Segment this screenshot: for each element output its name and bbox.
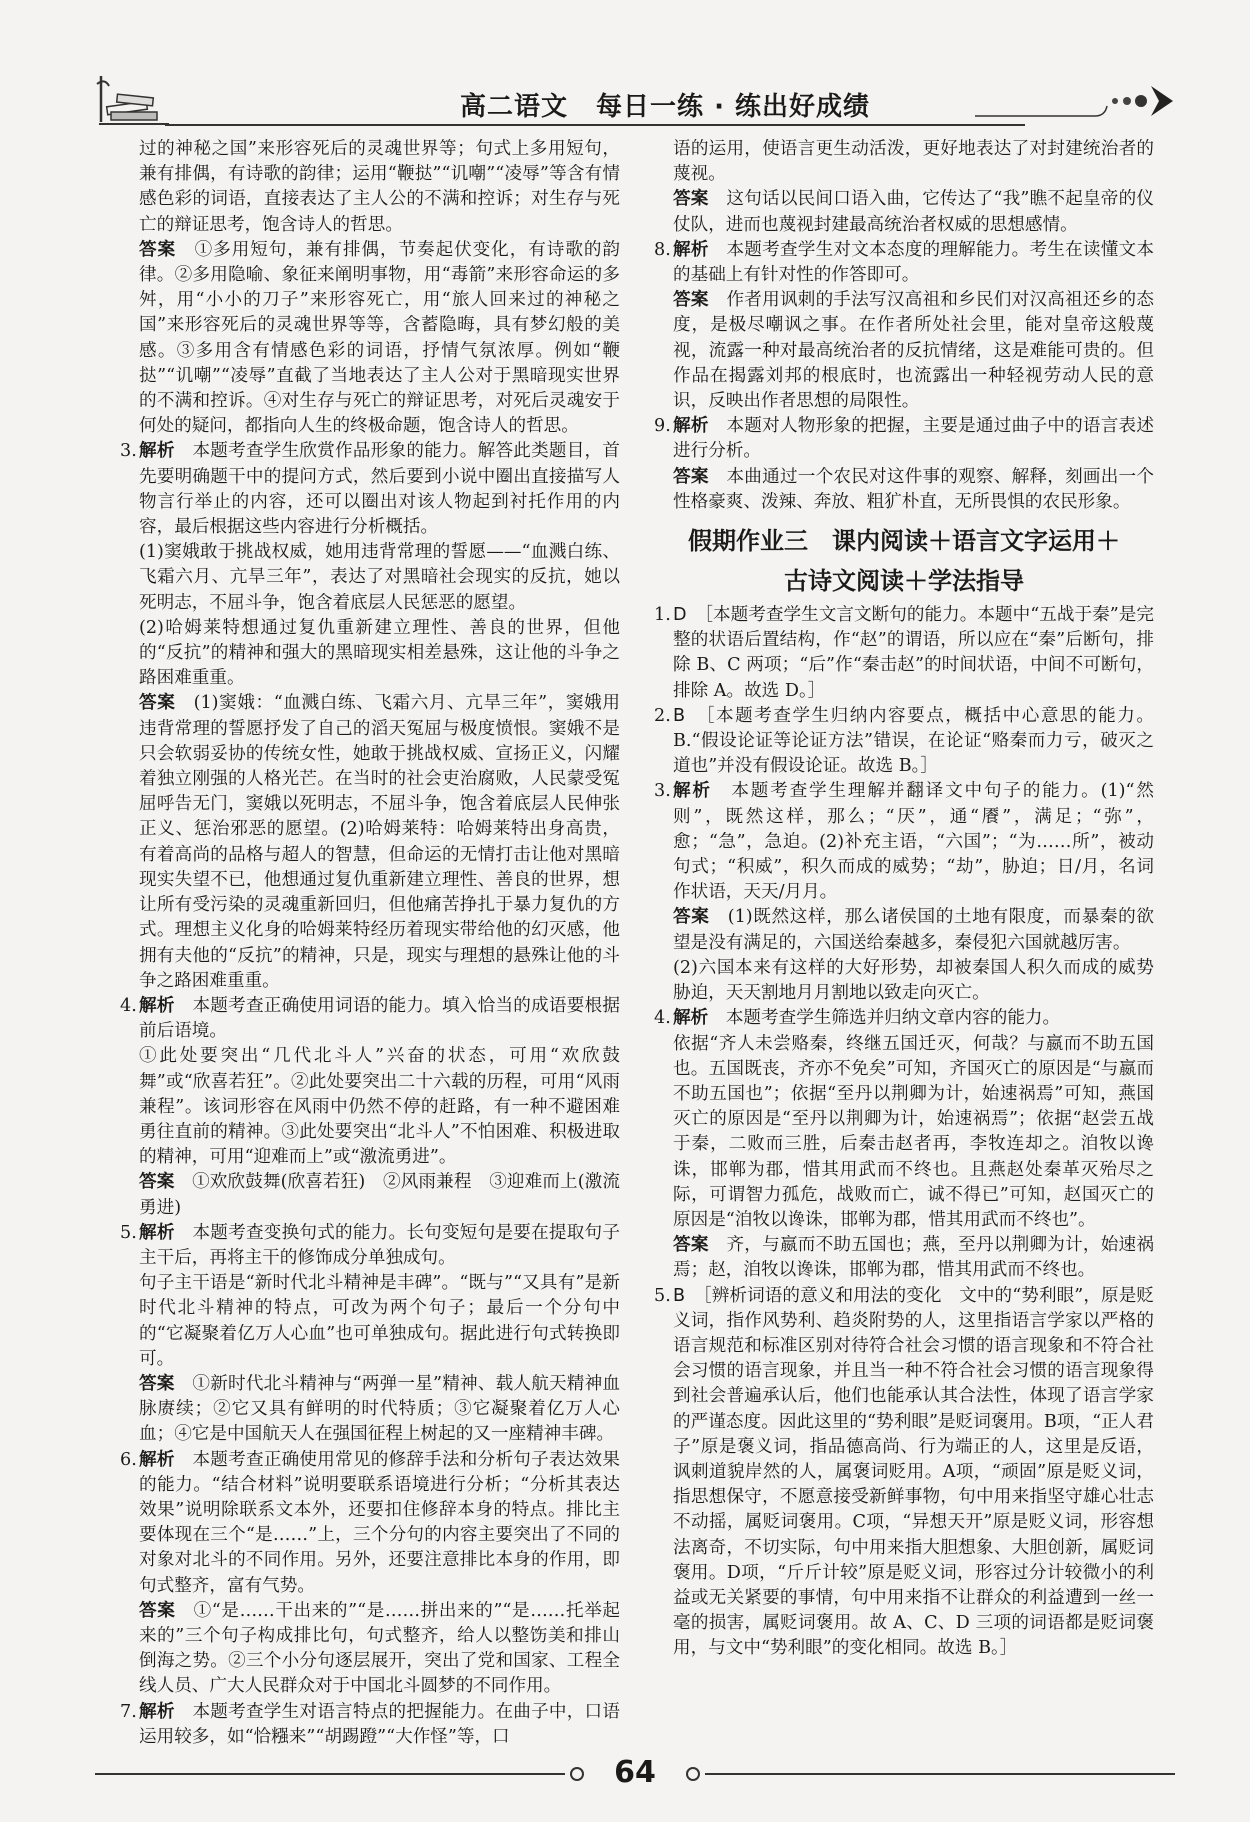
footer-dot-icon bbox=[683, 1766, 703, 1782]
page-number: 64 bbox=[614, 1755, 656, 1790]
page-header bbox=[95, 70, 1175, 132]
question-number: 8. bbox=[654, 239, 671, 260]
question-6 bbox=[120, 1448, 620, 1599]
analysis-label: 解析 bbox=[139, 1222, 175, 1243]
answer-label: 答案 bbox=[673, 189, 709, 210]
question-number: 7. bbox=[120, 1701, 137, 1722]
answer-block bbox=[654, 1233, 1154, 1283]
question-5 bbox=[120, 1221, 620, 1271]
explanation-text: ［本题考查学生文言文断句的能力。本题中“五战于秦”是完整的状语后置结构，作“赵”的谓语，所以应在“秦”后断句，排除 B、C 两项；“后”作“秦击赵”的时间状语，中间不可断句，排除 A。故选 D。］ bbox=[673, 605, 1154, 701]
analysis-text: 本题考查学生欣赏作品形象的能力。解答此类题目，首先要明确题干中的提问方式，然后要到小说中圈出直接描写人物言行举止的内容，还可以圈出对该人物起到衬托作用的内容，最后根据这些内容进行分析概括。 bbox=[139, 441, 620, 538]
analysis-label: 解析 bbox=[139, 441, 175, 462]
answer-3 bbox=[654, 779, 1154, 905]
question-number: 9. bbox=[654, 416, 671, 437]
analysis-point: ①此处要突出“几代北斗人”兴奋的状态，可用“欢欣鼓舞”或“欣喜若狂”。②此处要突出二十六载的历程，可用“风雨兼程”。该词形容在风雨中仍然不停的赶路，有一种不避困难勇往直前的精神。③此处要突出“北斗人”不怕困难、积极进取的精神，可用“迎难而上”或“激流勇进”。 bbox=[139, 1046, 620, 1168]
analysis-text: 本题对人物形象的把握，主要是通过曲子中的语言表述进行分析。 bbox=[673, 416, 1154, 462]
question-number: 4. bbox=[120, 995, 137, 1016]
answer-label: 答案 bbox=[673, 907, 710, 928]
answer-text: (1)窦娥：“血溅白练、飞霜六月、亢旱三年”，窦娥用违背常理的誓愿抒发了自己的滔天冤屈与极度愤恨。窦娥不是只会软弱妥协的传统女性，她敢于挑战权威、宣扬正义，闪耀着独立刚强的人格光芒。在当时的社会吏治腐败，人民蒙受冤屈呼告无门，窦娥以死明志，不屈斗争，饱含着底层人民伸张正义、惩治邪恶的愿望。(2)哈姆莱特：哈姆莱特出身高贵，有着高尚的品格与超人的智慧，但命运的无情打击让他对黑暗现实失望不已，他想通过复仇重新建立理性、善良的世界，想让所有受污染的灵魂重新回归，但他痛苦挣扎于暴力复仇的方式。理想主义化身的哈姆莱特经历着现实带给他的幻灭感，他拥有夫他的“反抗”的精神，只是，现实与理想的悬殊让他的斗争之路困难重重。 bbox=[139, 693, 620, 991]
footer-rule-right bbox=[705, 1773, 1175, 1775]
analysis-text: 本题考查学生理解并翻译文中句子的能力。(1)“然则”，既然这样，那么；“厌”，通“餍”，满足；“弥”，愈；“急”，急迫。(2)补充主语，“六国”；“为……所”，被动句式；“积威”，积久而成的威势；“劫”，胁迫；日/月，名词作状语，天天/月月。 bbox=[673, 781, 1154, 903]
answer-text: ①欢欣鼓舞(欣喜若狂) ②风雨兼程 ③迎难而上(激流勇进) bbox=[139, 1172, 620, 1218]
analysis-text: 本题考查学生筛选并归纳文章内容的能力。 bbox=[725, 1008, 1061, 1029]
analysis-point: (1)窦娥敢于挑战权威，她用违背常理的誓愿——“血溅白练、飞霜六月、亢旱三年”，表达了对黑暗社会现实的反抗，她以死明志，不屈斗争，饱含着底层人民惩恶的愿望。 bbox=[139, 542, 620, 613]
answer-text-2: (2)六国本来有这样的大好形势，却被秦国人积久而成的威势胁迫，天天割地月月割地以致走向灭亡。 bbox=[673, 957, 1154, 1004]
answer-block bbox=[120, 1372, 620, 1448]
header-subject: 高二语文 bbox=[460, 92, 569, 122]
answer-label: 答案 bbox=[673, 466, 709, 487]
analysis-point: 句子主干语是“新时代北斗精神是丰碑”。“既与”“又具有”是新时代北斗精神的特点，可改为两个句子；最后一个分句中的“它凝聚着亿万人心血”也可单独成句。据此进行句式转换即可。 bbox=[139, 1273, 620, 1369]
answer-label: 答案 bbox=[139, 1172, 175, 1193]
analysis-text: 本题考查正确使用词语的能力。填入恰当的成语要根据前后语境。 bbox=[139, 995, 620, 1042]
analysis-point: (2)哈姆莱特想通过复仇重新建立理性、善良的世界，但他的“反抗”的精神和强大的黑暗现实相差悬殊，这让他的斗争之路困难重重。 bbox=[139, 617, 620, 689]
question-8 bbox=[654, 238, 1154, 288]
header-slogan: 每日一练 · 练出好成绩 bbox=[596, 92, 870, 122]
question-number: 3. bbox=[654, 781, 671, 802]
answer-block bbox=[120, 238, 620, 440]
header-rule bbox=[165, 124, 1025, 126]
footer-rule-left bbox=[95, 1773, 565, 1775]
question-number: 5. bbox=[654, 1285, 671, 1306]
arrow-dots-icon bbox=[975, 84, 1175, 118]
analysis-text: 本题考查学生对文本态度的理解能力。考生在读懂文本的基础上有针对性的作答即可。 bbox=[673, 239, 1154, 286]
answer-5 bbox=[654, 1284, 1154, 1662]
continued-text: 语的运用，使语言更生动活泼，更好地表达了对封建统治者的蔑视。 bbox=[673, 139, 1154, 185]
analysis-point: 依据“齐人未尝赂秦，终继五国迁灭，何哉？与嬴而不助五国也。五国既丧，齐亦不免矣”可知，齐国灭亡的原因是“与嬴而不助五国也”；依据“至丹以荆卿为计，始速祸焉”可知，燕国灭亡的原因是“至丹以荆卿为计，始速祸焉”；依据“赵尝五战于秦，二败而三胜，后秦击赵者再，李牧连却之。洎牧以谗诛，邯郸为郡，惜其用武而不终也。且燕赵处秦革灭殆尽之际，可谓智力孤危，战败而亡，诚不得已”可知，赵国灭亡的原因是“洎牧以谗诛，邯郸为郡，惜其用武而不终也”。 bbox=[673, 1033, 1154, 1230]
explanation-text: ［辨析词语的意义和用法的变化 文中的“势利眼”，原是贬义词，指作风势利、趋炎附势的人，这里指语言学家以严格的语言规范和标准区别对待符合社会习惯的语言现象和不符合社会习惯的语言现象，并且当一种不符合社会习惯的语言现象得到社会普遍承认后，他们也能承认其合法性，体现了语言学家的严谨态度。因此这里的“势利眼”是贬词褒用。B项，“正人君子”原是褒义词，指品德高尚、行为端正的人，这里是反语，讽刺道貌岸然的人，属褒词贬用。A项，“顽固”原是贬义词，指思想保守，不愿意接受新鲜事物，句中用来指坚守雄心壮志不动摇，属贬词褒用。C项，“异想天开”原是贬义词，形容想法离奇，不切实际，句中用来指大胆想象、大胆创新，属贬词褒用。D项，“斤斤计较”原是贬义词，形容过分计较微小的利益或无关紧要的事情，句中用来指不让群众的利益遭到一丝一毫的损害，属贬词褒用。故 A、C、D 三项的词语都是贬词褒用，与文中“势利眼”的变化相同。故选 B。］ bbox=[673, 1285, 1154, 1659]
answer-text: ①“是……干出来的”“是……拼出来的”“是……托举起来的”三个句子构成排比句，句式整齐，给人以整饬美和排山倒海之势。②三个小分句逐层展开，突出了党和国家、工程全线人员、广大人民群众对于中国北斗圆梦的不同作用。 bbox=[139, 1600, 620, 1697]
left-column bbox=[120, 137, 620, 1750]
analysis-label: 解析 bbox=[673, 416, 709, 437]
analysis-text: 本题考查变换句式的能力。长句变短句是要在提取句子主干后，再将主干的修饰成分单独成句。 bbox=[139, 1222, 620, 1268]
answer-label: 答案 bbox=[139, 239, 177, 260]
answer-block bbox=[120, 1599, 620, 1700]
answer-1 bbox=[654, 603, 1154, 704]
footer-dot-icon bbox=[567, 1766, 587, 1782]
analysis-label: 解析 bbox=[139, 1701, 175, 1722]
analysis-label: 解析 bbox=[673, 1008, 709, 1029]
answer-block bbox=[654, 465, 1154, 515]
right-column bbox=[654, 137, 1154, 1662]
books-icon bbox=[95, 74, 173, 126]
answer-block bbox=[654, 187, 1154, 237]
question-7 bbox=[120, 1700, 620, 1750]
choice-letter: D bbox=[673, 605, 687, 626]
question-3 bbox=[120, 439, 620, 540]
question-number: 3. bbox=[120, 441, 137, 462]
question-number: 6. bbox=[120, 1449, 137, 1470]
page-footer bbox=[95, 1753, 1175, 1793]
question-number: 2. bbox=[654, 705, 671, 726]
analysis-label: 解析 bbox=[139, 1449, 175, 1470]
answer-block bbox=[654, 288, 1154, 414]
answer-label: 答案 bbox=[139, 1600, 176, 1621]
answer-text: ①新时代北斗精神与“两弹一星”精神、载人航天精神血脉赓续；②它又具有鲜明的时代特质；③它凝聚着亿万人心血；④它是中国航天人在强国征程上树起的又一座精神丰碑。 bbox=[139, 1373, 620, 1445]
question-number: 1. bbox=[654, 605, 671, 626]
answer-text: 齐，与嬴而不助五国也；燕，至丹以荆卿为计，始速祸焉；赵，洎牧以谗诛，邯郸为郡，惜其用武而不终也。 bbox=[673, 1235, 1154, 1281]
question-4 bbox=[120, 994, 620, 1044]
analysis-label: 解析 bbox=[673, 239, 709, 260]
section-title bbox=[654, 521, 1154, 601]
answer-text: ①多用短句，兼有排偶，节奏起伏变化，有诗歌的韵律。②多用隐喻、象征来阐明事物，用“毒箭”来形容命运的多舛，用“小小的刀子”来形容死亡，用“旅人回来过的神秘之国”来形容死后的灵魂世界等等，含蓄隐晦，具有梦幻般的美感。③多用含有情感色彩的词语，抒情气氛浓厚。例如“鞭挞”“讥嘲”“凌辱”直截了当地表达了主人公对于黑暗现实世界的不满和控诉。④对生存与死亡的辩证思考，对死后灵魂安于何处的疑问，都指向人生的终极命题，饱含诗人的哲思。 bbox=[139, 239, 620, 437]
answer-label: 答案 bbox=[139, 693, 176, 714]
answer-text: (1)既然这样，那么诸侯国的土地有限度，而暴秦的欲望是没有满足的，六国送给秦越多，秦侵犯六国就越厉害。 bbox=[673, 907, 1154, 953]
answer-label: 答案 bbox=[139, 1373, 175, 1394]
header-title bbox=[460, 86, 870, 123]
analysis-text: 本题考查学生对语言特点的把握能力。在曲子中，口语运用较多，如“恰糨来”“胡踢蹬”“大作怪”等，口 bbox=[139, 1701, 620, 1747]
analysis-label: 解析 bbox=[673, 781, 712, 802]
question-number: 5. bbox=[120, 1222, 137, 1243]
answer-4 bbox=[654, 1006, 1154, 1031]
choice-letter: B bbox=[673, 705, 686, 726]
answer-block bbox=[120, 691, 620, 993]
question-number: 4. bbox=[654, 1008, 671, 1029]
explanation-text: ［本题考查学生归纳内容要点，概括中心意思的能力。B.“假设论证等论证方法”错误，在论证“赂秦而力亏，破灭之道也”并没有假设论证。故选 B。］ bbox=[673, 705, 1154, 777]
section-title-line-1: 假期作业三 课内阅读＋语言文字运用＋ bbox=[688, 527, 1120, 556]
choice-letter: B bbox=[673, 1285, 686, 1306]
continued-text: 过的神秘之国”来形容死后的灵魂世界等；句式上多用短句，兼有排偶，有诗歌的韵律；运用“鞭挞”“讥嘲”“凌辱”等含有情感色彩的词语，直接表达了主人公的不满和控诉；对生存与死亡的辩证思考，饱含诗人的哲思。 bbox=[139, 139, 620, 235]
section-title-line-2: 古诗文阅读＋学法指导 bbox=[784, 567, 1024, 596]
answer-text: 本曲通过一个农民对这件事的观察、解释，刻画出一个性格豪爽、泼辣、奔放、粗犷朴直，无所畏惧的农民形象。 bbox=[673, 466, 1154, 512]
question-9 bbox=[654, 414, 1154, 464]
analysis-text: 本题考查正确使用常见的修辞手法和分析句子表达效果的能力。“结合材料”说明要联系语境进行分析；“分析其表达效果”说明除联系文本外，还要扣住修辞本身的特点。排比主要体现在三个“是……”上，三个分句的内容主要突出了不同的对象对北斗的不同作用。另外，还要注意排比本身的作用，即句式整齐，富有气势。 bbox=[139, 1449, 620, 1596]
answer-block bbox=[120, 1170, 620, 1220]
analysis-label: 解析 bbox=[139, 995, 175, 1016]
answer-label: 答案 bbox=[673, 1235, 709, 1256]
answer-text: 这句话以民间口语入曲，它传达了“我”瞧不起皇帝的仪仗队，进而也蔑视封建最高统治者权威的思想感情。 bbox=[673, 189, 1154, 235]
answer-2 bbox=[654, 704, 1154, 780]
answer-text: 作者用讽刺的手法写汉高祖和乡民们对汉高祖还乡的态度，是极尽嘲讽之事。在作者所处社会里，能对皇帝这般蔑视，流露一种对最高统治者的反抗情绪，这是难能可贵的。但作品在揭露刘邦的根底时，也流露出一种轻视劳动人民的意识，反映出作者思想的局限性。 bbox=[673, 290, 1154, 412]
answer-block bbox=[654, 905, 1154, 955]
answer-label: 答案 bbox=[673, 290, 709, 311]
